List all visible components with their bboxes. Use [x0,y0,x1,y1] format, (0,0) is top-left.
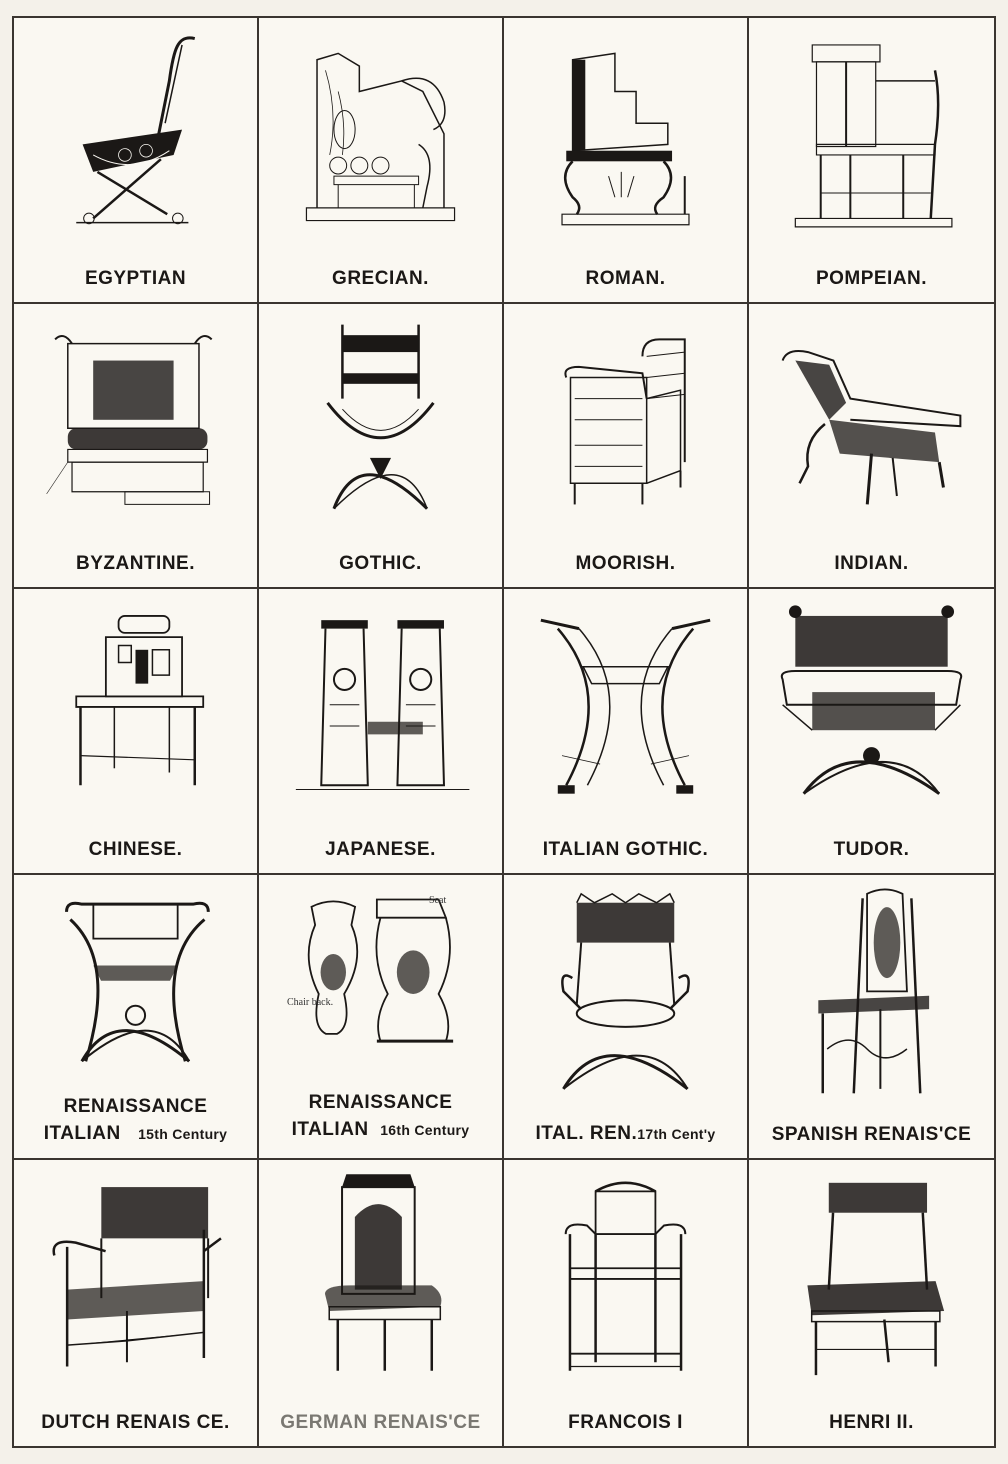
label-byzantine: BYZANTINE. [76,553,195,575]
label-grecian: GRECIAN. [332,267,429,289]
label-henri: HENRI II. [829,1412,914,1433]
label-region: ITALIAN [291,1119,369,1141]
japanese-seat-icon [269,599,492,811]
cell-grecian [259,18,504,304]
renaissance-chair-back-and-seat-icon [269,885,492,1067]
cell-ital-ren-17th [504,875,749,1161]
label-indian: INDIAN. [834,553,909,575]
label-line-1: RENAISSANCE [308,1092,453,1114]
label-line-2 [261,1116,500,1144]
indian-lounge-chair-icon [759,314,984,526]
label-line-2 [16,1120,255,1148]
label-gothic: GOTHIC. [339,553,422,575]
label-tudor: TUDOR. [833,838,910,860]
spanish-high-back-chair-icon [759,885,984,1107]
sublabel-seat: Seat [429,894,447,906]
label-roman: ROMAN. [585,267,666,289]
label-japanese: JAPANESE. [325,838,436,860]
francois-armchair-icon [514,1170,737,1384]
label-italian-gothic: ITALIAN GOTHIC. [542,838,709,860]
byzantine-throne-icon [24,314,247,526]
cell-japanese [259,589,504,875]
cell-indian [749,304,994,590]
cell-chinese [14,589,259,875]
label-francois: FRANCOIS I [568,1412,683,1433]
moorish-armchair-icon [514,314,737,526]
roman-chair-icon [514,28,737,240]
chinese-chair-icon [24,599,247,811]
label-century: 16th Century [380,1122,470,1139]
label-pompeian: POMPEIAN. [815,267,928,289]
sublabel-chair-back: Chair back. [287,997,334,1009]
dutch-armchair-icon [24,1170,247,1384]
cell-pompeian [749,18,994,304]
gothic-x-chair-icon [269,314,492,526]
cell-gothic [259,304,504,590]
label-moorish: MOORISH. [575,553,676,575]
egyptian-folding-chair-icon [24,28,247,240]
pompeian-chair-icon [759,28,984,240]
tudor-chair-icon [759,599,984,811]
renaissance-x-chair-icon [24,885,247,1077]
label-renaissance-italian-16th [261,1089,500,1144]
chair-styles-plate [12,16,996,1448]
label-ital-ren-17th [506,1120,745,1148]
label-century: 15th Century [138,1126,228,1143]
grecian-throne-icon [269,28,492,240]
italian-gothic-x-stool-icon [514,599,737,811]
german-high-back-chair-icon [269,1170,492,1384]
label-renaissance-italian-15th [16,1093,255,1148]
italian-x-armchair-icon [514,885,737,1107]
cell-francois [504,1160,749,1446]
label-egyptian: EGYPTIAN [84,267,187,289]
cell-renaissance-italian-15th [14,875,259,1161]
label-dutch: DUTCH RENAIS CE. [41,1412,230,1433]
label-ital-ren: ITAL. REN. [535,1123,638,1145]
cell-henri [749,1160,994,1446]
label-german: GERMAN RENAIS'CE [280,1412,481,1433]
cell-renaissance-italian-16th [259,875,504,1161]
label-region: ITALIAN [43,1123,121,1145]
cell-spanish [749,875,994,1161]
cell-roman [504,18,749,304]
henri-chair-icon [759,1170,984,1384]
cell-tudor [749,589,994,875]
label-spanish: SPANISH RENAIS'CE [771,1124,972,1146]
cell-byzantine [14,304,259,590]
label-century: 17th Cent'y [637,1126,716,1143]
cell-german [259,1160,504,1446]
label-chinese: CHINESE. [88,838,183,860]
cell-dutch [14,1160,259,1446]
cell-italian-gothic [504,589,749,875]
label-line-1: RENAISSANCE [63,1096,208,1118]
cell-egyptian [14,18,259,304]
cell-moorish [504,304,749,590]
